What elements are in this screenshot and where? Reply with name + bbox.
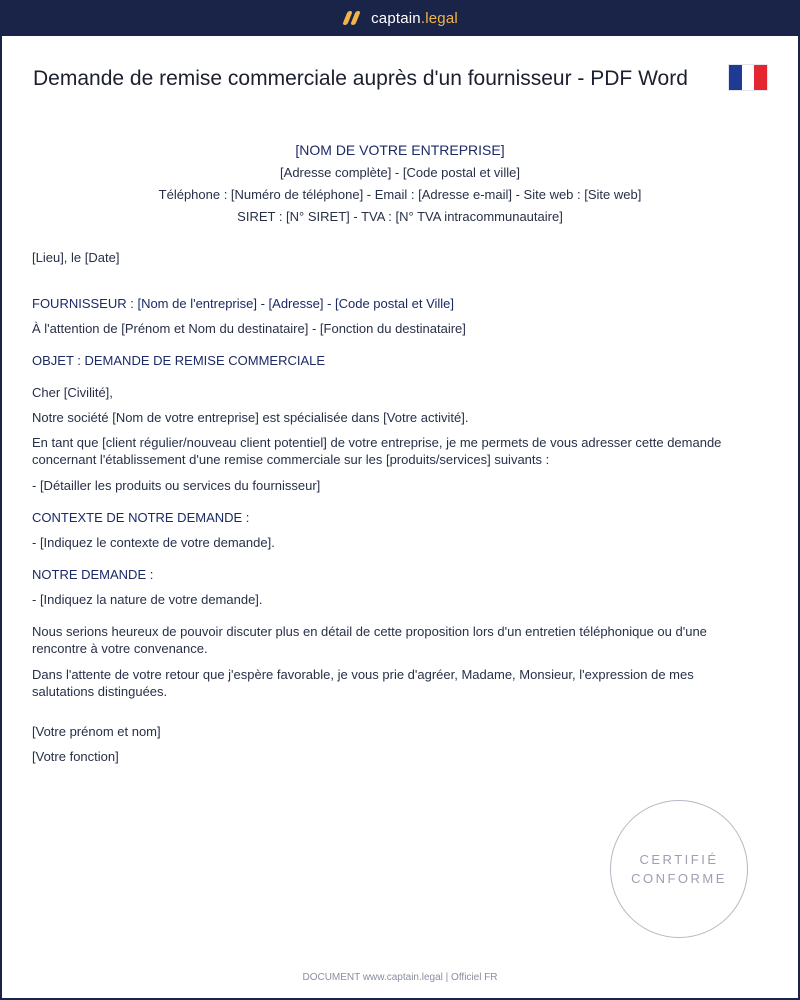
closing-paragraph-1: Nous serions heureux de pouvoir discuter plus en détail de cette proposition lors d'un entretien téléphonique ou d'une rencontre à votre convenance. [32, 624, 707, 656]
brand-logo-link[interactable] [342, 10, 458, 27]
letterhead-address: [Adresse complète] - [Code postal et ville] [280, 165, 520, 180]
letterhead-contact: Téléphone : [Numéro de téléphone] - Email : [Adresse e-mail] - Site web : [Site web] [158, 187, 642, 202]
captain-legal-logo-icon [342, 10, 362, 26]
request-list-item: - [Indiquez la nature de votre demande]. [32, 592, 263, 607]
request-heading: NOTRE DEMANDE : [32, 567, 154, 582]
top-bar [0, 0, 800, 36]
attention-line: À l'attention de [Prénom et Nom du destinataire] - [Fonction du destinataire] [32, 321, 466, 336]
intro-paragraph: Notre société [Nom de votre entreprise] est spécialisée dans [Votre activité]. [32, 410, 469, 425]
stamp-line-2: CONFORME [631, 871, 727, 886]
context-heading: CONTEXTE DE NOTRE DEMANDE : [32, 510, 250, 525]
brand-name-tld: .legal [420, 9, 458, 27]
stamp-line-1: CERTIFIÉ [639, 852, 719, 867]
document-title: Demande de remise commerciale auprès d'un fournisseur - PDF Word [33, 67, 688, 90]
subject-line: OBJET : DEMANDE DE REMISE COMMERCIALE [32, 353, 326, 368]
place-date: [Lieu], le [Date] [32, 250, 120, 265]
salutation: Cher [Civilité], [32, 385, 113, 400]
france-flag-icon [729, 65, 767, 90]
brand-name [371, 10, 458, 27]
letterhead-siret: SIRET : [N° SIRET] - TVA : [N° TVA intracommunautaire] [237, 209, 563, 224]
supplier-line: FOURNISSEUR : [Nom de l'entreprise] - [Adresse] - [Code postal et Ville] [32, 296, 455, 311]
document-footer: DOCUMENT www.captain.legal | Officiel FR [302, 972, 498, 983]
signature-name: [Votre prénom et nom] [32, 724, 161, 739]
document-page [2, 36, 798, 998]
letterhead [2, 138, 798, 228]
brand-name-main: captain [371, 9, 421, 27]
signature-role: [Votre fonction] [32, 749, 119, 764]
request-intro-paragraph: En tant que [client régulier/nouveau client potentiel] de votre entreprise, je me permets de vous adresser cette demande concernant l'établissement d'une remise commerciale sur les [produits/services] suivants : [32, 435, 722, 467]
letterhead-company: [NOM DE VOTRE ENTREPRISE] [295, 142, 505, 158]
context-list-item: - [Indiquez le contexte de votre demande]. [32, 535, 275, 550]
closing-paragraph-2: Dans l'attente de votre retour que j'espère favorable, je vous prie d'agréer, Madame, Monsieur, l'expression de mes salutations distinguées. [32, 667, 694, 699]
certified-stamp [610, 800, 748, 938]
products-list-item: - [Détailler les produits ou services du fournisseur] [32, 478, 321, 493]
